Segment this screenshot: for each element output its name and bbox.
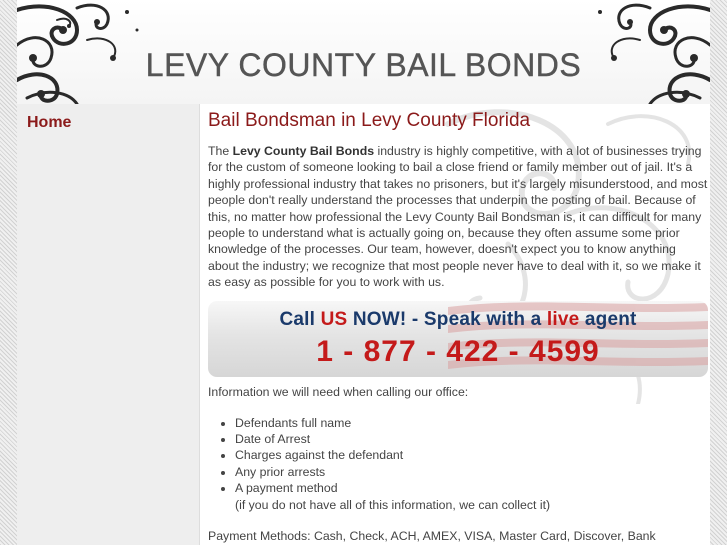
banner-speak-text: - Speak with a: [406, 308, 547, 330]
banner-phone-number[interactable]: 1 - 877 - 422 - 4599: [316, 334, 600, 368]
sidebar-item-home[interactable]: Home: [27, 114, 72, 131]
banner-live-text: live: [546, 308, 580, 330]
banner-agent-text: agent: [579, 308, 637, 330]
intro-lead-text: The: [208, 144, 233, 158]
page-wrapper: [17, 0, 710, 545]
main-content: [208, 104, 708, 545]
banner-now-text: NOW!: [347, 308, 407, 330]
site-header: [17, 0, 710, 104]
payment-methods: Payment Methods: Cash, Check, ACH, AMEX, VISA, Master Card, Discover, Bank: [208, 529, 656, 544]
list-item: • Charges against the defendant: [235, 447, 708, 463]
site-title: LEVY COUNTY BAIL BONDS: [145, 47, 582, 83]
list-item: • Any prior arrests: [235, 464, 708, 480]
intro-bold-text: Levy County Bail Bonds: [232, 144, 375, 158]
list-item: • Date of Arrest: [235, 431, 708, 447]
requirements-note: (if you do not have all of this information, we can collect it): [235, 497, 551, 512]
requirements-list: [208, 415, 708, 513]
banner-callout: [208, 309, 708, 331]
page-title: Bail Bondsman in Levy County Florida: [208, 110, 531, 131]
list-item-text: A payment method: [235, 481, 338, 496]
banner-call-text: Call: [279, 308, 321, 330]
banner-us-text: US: [320, 308, 348, 330]
list-item: • Defendants full name: [235, 415, 708, 431]
list-item: [235, 480, 708, 513]
sidebar: [17, 104, 200, 545]
intro-paragraph: [208, 143, 708, 291]
info-needed-heading: Information we will need when calling our office:: [208, 384, 469, 399]
call-now-banner[interactable]: [208, 301, 708, 377]
intro-body-text: industry is highly competitive, with a lot of businesses trying for the custom of someone looking to bail a close friend or family member out of jail. It's a highly professional industry that takes no prisoners, but it's largely misunderstood, and most people don't really understand the processes that underpin the posting of bail. Because of this, no matter how professional the Levy County Bail Bondsman is, it can difficult for many people to understand what is actually going on, because they often assume some prior knowledge of the processes. Our team, however, doesn't expect you to know anything about the industry; we recognize that most people never have to deal with it, so we make it as easy as possible for you to work with us.: [208, 144, 708, 290]
